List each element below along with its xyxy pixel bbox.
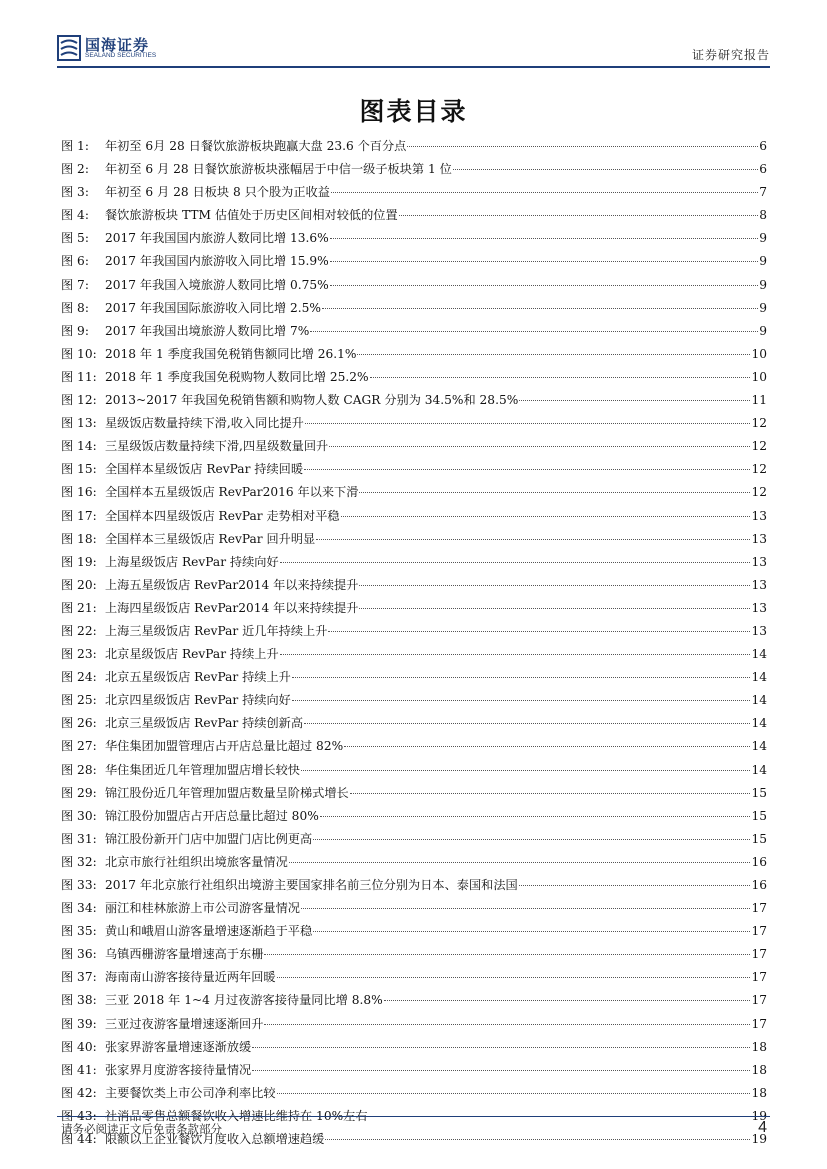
toc-entry-number: 图 27: [61, 739, 97, 754]
toc-leader-dots [292, 700, 751, 701]
toc-entry-title: 年初至 6 月 28 日餐饮旅游板块涨幅居于中信一级子板块第 1 位 [105, 162, 452, 177]
toc-leader-dots [252, 1047, 750, 1048]
toc-entry[interactable] [61, 782, 767, 805]
toc-entry-page: 9 [759, 231, 767, 246]
toc-entry-number: 图 33: [61, 878, 97, 892]
sealand-logo-icon [57, 34, 81, 62]
toc-entry[interactable] [61, 805, 767, 828]
toc-leader-dots [280, 562, 751, 563]
toc-entry-page: 13 [751, 531, 767, 546]
toc-leader-dots [289, 862, 751, 863]
toc-entry-number: 图 15: [61, 462, 97, 477]
toc-leader-dots [304, 723, 750, 724]
toc-entry-number: 图 31: [61, 831, 97, 846]
toc-leader-dots [305, 423, 751, 424]
toc-entry-number: 图 19: [61, 554, 97, 569]
toc-entry-number: 图 36: [61, 947, 97, 962]
toc-entry-page: 13 [751, 623, 767, 638]
toc-leader-dots [370, 377, 751, 378]
toc-entry-page: 15 [751, 808, 767, 823]
toc-leader-dots [384, 1000, 751, 1001]
toc-entry-page: 9 [759, 277, 767, 292]
toc-entry-title: 2013~2017 年我国免税销售额和购物人数 CAGR 分别为 34.5%和 28.5% [105, 393, 519, 408]
toc-entry-title: 上海星级饭店 RevPar 持续向好 [105, 554, 279, 569]
toc-entry-page: 14 [751, 716, 767, 731]
toc-entry-number: 图 35: [61, 924, 97, 939]
toc-leader-dots [280, 654, 751, 655]
toc-entry[interactable] [61, 666, 767, 689]
toc-entry[interactable] [61, 250, 767, 273]
toc-entry-title: 2018 年 1 季度我国免税购物人数同比增 25.2% [105, 369, 369, 384]
toc-entry-title: 限额以上企业餐饮月度收入总额增速趋缓 [105, 1132, 325, 1147]
toc-entry[interactable] [61, 343, 767, 366]
toc-entry-page: 16 [751, 878, 767, 892]
toc-leader-dots [264, 1024, 750, 1025]
toc-leader-dots [313, 839, 750, 840]
toc-entry[interactable] [61, 505, 767, 528]
toc-entry[interactable] [61, 227, 767, 250]
toc-entry-title: 全国样本三星级饭店 RevPar 回升明显 [105, 531, 316, 546]
toc-entry-number: 图 1: [61, 139, 89, 153]
logo-chinese-name: 国海证券 [85, 36, 150, 54]
toc-entry-number: 图 2: [61, 162, 89, 177]
toc-entry-number: 图 8: [61, 300, 89, 315]
toc-entry-number: 图 38: [61, 993, 97, 1008]
toc-leader-dots [310, 331, 758, 332]
toc-entry-page: 13 [751, 508, 767, 523]
toc-leader-dots [277, 977, 751, 978]
toc-entry-page: 18 [751, 1085, 767, 1100]
toc-entry-page: 15 [751, 831, 767, 846]
toc-entry-page: 14 [751, 762, 767, 777]
toc-entry-page: 19 [751, 1108, 767, 1123]
toc-entry-page: 12 [751, 416, 767, 431]
toc-entry-page: 14 [751, 693, 767, 708]
page-title: 图表目录 [359, 97, 468, 126]
toc-entry-title: 全国样本五星级饭店 RevPar2016 年以来下滑 [105, 485, 359, 500]
toc-entry-page: 8 [759, 208, 767, 223]
toc-entry[interactable] [61, 874, 767, 897]
toc-entry-title: 2017 年我国入境旅游人数同比增 0.75% [105, 277, 329, 292]
toc-leader-dots [344, 746, 750, 747]
toc-entry-number: 图 37: [61, 970, 97, 985]
company-logo [57, 34, 197, 64]
toc-leader-dots [264, 954, 750, 955]
toc-entry-number: 图 21: [61, 600, 97, 615]
toc-leader-dots [325, 1139, 750, 1140]
toc-entry-number: 图 25: [61, 693, 97, 708]
toc-entry-number: 图 14: [61, 439, 97, 454]
toc-leader-dots [330, 285, 759, 286]
toc-entry-page: 19 [751, 1132, 767, 1147]
toc-entry-number: 图 11: [61, 369, 97, 384]
toc-entry[interactable] [61, 1082, 767, 1105]
toc-entry[interactable] [61, 135, 767, 158]
toc-entry-title: 锦江股份加盟店占开店总量比超过 80% [105, 808, 319, 823]
toc-entry[interactable] [61, 481, 767, 504]
toc-entry-title: 全国样本四星级饭店 RevPar 走势相对平稳 [105, 508, 340, 523]
toc-entry-title: 华住集团加盟管理店占开店总量比超过 82% [105, 739, 344, 754]
toc-entry-title: 2017 年北京旅行社组织出境游主要国家排名前三位分别为日本、泰国和法国 [105, 878, 518, 892]
toc-entry-title: 海南南山游客接待量近两年回暖 [105, 970, 276, 985]
toc-leader-dots [341, 516, 751, 517]
toc-leader-dots [320, 816, 751, 817]
toc-entry-page: 10 [751, 369, 767, 384]
report-type-label: 证券研究报告 [691, 48, 770, 62]
footer-disclaimer: 请务必阅读正文后免责条款部分 [61, 1122, 222, 1136]
toc-leader-dots [330, 238, 759, 239]
toc-entry-title: 年初至 6月 28 日餐饮旅游板块跑赢大盘 23.6 个百分点 [105, 139, 407, 153]
toc-entry-page: 13 [751, 577, 767, 592]
toc-entry-title: 锦江股份近几年管理加盟店数量呈阶梯式增长 [105, 785, 349, 800]
toc-entry-page: 17 [751, 901, 767, 916]
toc-entry[interactable] [61, 735, 767, 758]
toc-entry[interactable] [61, 551, 767, 574]
toc-entry-title: 黄山和峨眉山游客量增速逐渐趋于平稳 [105, 924, 313, 939]
toc-entry-title: 三星级饭店数量持续下滑,四星级数量回升 [105, 439, 329, 454]
toc-entry[interactable] [61, 920, 767, 943]
toc-entry[interactable] [61, 712, 767, 735]
toc-leader-dots [328, 631, 750, 632]
toc-leader-dots [331, 192, 758, 193]
toc-entry-title: 上海五星级饭店 RevPar2014 年以来持续提升 [105, 577, 359, 592]
toc-entry-page: 17 [751, 1016, 767, 1031]
page-number: 4 [758, 1119, 767, 1136]
toc-entry[interactable] [61, 897, 767, 920]
toc-leader-dots [519, 400, 750, 401]
toc-entry-title: 锦江股份新开门店中加盟门店比例更高 [105, 831, 313, 846]
toc-entry-number: 图 24: [61, 670, 97, 685]
toc-entry-title: 年初至 6 月 28 日板块 8 只个股为正收益 [105, 185, 330, 200]
toc-entry[interactable] [61, 828, 767, 851]
toc-entry[interactable] [61, 320, 767, 343]
toc-entry-number: 图 3: [61, 185, 89, 200]
toc-leader-dots [359, 585, 750, 586]
toc-entry-title: 上海三星级饭店 RevPar 近几年持续上升 [105, 623, 328, 638]
toc-leader-dots [357, 354, 750, 355]
toc-entry-title: 北京星级饭店 RevPar 持续上升 [105, 647, 279, 662]
toc-entry-page: 13 [751, 600, 767, 615]
toc-leader-dots [399, 215, 759, 216]
toc-entry-page: 14 [751, 739, 767, 754]
toc-leader-dots [407, 146, 758, 147]
toc-entry-title: 全国样本星级饭店 RevPar 持续回暖 [105, 462, 304, 477]
toc-entry-number: 图 13: [61, 416, 97, 431]
toc-entry-page: 9 [759, 254, 767, 269]
toc-entry-title: 2018 年 1 季度我国免税销售额同比增 26.1% [105, 346, 357, 361]
toc-entry-page: 15 [751, 785, 767, 800]
toc-leader-dots [329, 446, 750, 447]
toc-entry-page: 10 [751, 346, 767, 361]
toc-leader-dots [322, 308, 758, 309]
toc-entry[interactable] [61, 458, 767, 481]
toc-entry-title: 张家界月度游客接待量情况 [105, 1062, 252, 1077]
toc-entry-page: 18 [751, 1062, 767, 1077]
toc-entry-title: 北京五星级饭店 RevPar 持续上升 [105, 670, 291, 685]
toc-entry-page: 12 [751, 439, 767, 454]
toc-entry-number: 图 44: [61, 1132, 97, 1147]
toc-entry-title: 北京市旅行社组织出境旅客量情况 [105, 854, 288, 869]
toc-entry-page: 12 [751, 462, 767, 477]
toc-entry[interactable] [61, 597, 767, 620]
toc-entry[interactable] [61, 1036, 767, 1059]
toc-entry-number: 图 28: [61, 762, 97, 777]
toc-leader-dots [316, 539, 750, 540]
toc-entry-number: 图 5: [61, 231, 89, 246]
toc-entry-page: 14 [751, 647, 767, 662]
toc-leader-dots [301, 908, 750, 909]
toc-entry[interactable] [61, 966, 767, 989]
toc-leader-dots [330, 261, 759, 262]
toc-entry-page: 11 [751, 393, 767, 408]
toc-leader-dots [301, 770, 750, 771]
toc-entry[interactable] [61, 181, 767, 204]
toc-entry-title: 2017 年我国国内旅游人数同比增 13.6% [105, 231, 329, 246]
toc-entry-number: 图 6: [61, 254, 89, 269]
toc-entry-number: 图 39: [61, 1016, 97, 1031]
toc-entry-title: 华住集团近几年管理加盟店增长较快 [105, 762, 300, 777]
toc-entry-number: 图 29: [61, 785, 97, 800]
toc-entry-title: 2017 年我国国际旅游收入同比增 2.5% [105, 300, 321, 315]
toc-entry-number: 图 4: [61, 208, 89, 223]
toc-entry-title: 北京三星级饭店 RevPar 持续创新高 [105, 716, 304, 731]
toc-entry-page: 14 [751, 670, 767, 685]
toc-entry[interactable] [61, 435, 767, 458]
toc-entry-page: 17 [751, 970, 767, 985]
toc-entry[interactable] [61, 158, 767, 181]
toc-entry-number: 图 17: [61, 508, 97, 523]
toc-leader-dots [313, 931, 750, 932]
toc-entry-title: 北京四星级饭店 RevPar 持续向好 [105, 693, 291, 708]
toc-entry-page: 17 [751, 947, 767, 962]
toc-entry-page: 7 [759, 185, 767, 200]
toc-leader-dots [304, 469, 750, 470]
toc-entry[interactable] [61, 412, 767, 435]
toc-entry-page: 6 [759, 139, 767, 153]
toc-entry[interactable] [61, 759, 767, 782]
toc-entry-title: 主要餐饮类上市公司净利率比较 [105, 1085, 276, 1100]
page-header [0, 0, 827, 70]
toc-entry-title: 丽江和桂林旅游上市公司游客量情况 [105, 901, 300, 916]
toc-entry-title: 餐饮旅游板块 TTM 估值处于历史区间相对较低的位置 [105, 208, 398, 223]
toc-leader-dots [453, 169, 758, 170]
toc-entry[interactable] [61, 851, 767, 874]
toc-entry-title: 三亚 2018 年 1~4 月过夜游客接待量同比增 8.8% [105, 993, 383, 1008]
toc-entry-number: 图 20: [61, 577, 97, 592]
toc-entry-page: 17 [751, 924, 767, 939]
toc-entry[interactable] [61, 574, 767, 597]
footer-divider [57, 1116, 770, 1117]
toc-entry-number: 图 41: [61, 1062, 97, 1077]
toc-entry-page: 12 [751, 485, 767, 500]
toc-entry-page: 17 [751, 993, 767, 1008]
toc-entry-number: 图 43: [61, 1108, 97, 1123]
toc-entry-title: 2017 年我国出境旅游人数同比增 7% [105, 323, 310, 338]
toc-entry-number: 图 26: [61, 716, 97, 731]
toc-entry-number: 图 9: [61, 323, 89, 338]
toc-entry[interactable] [61, 643, 767, 666]
toc-entry[interactable] [61, 989, 767, 1012]
toc-entry[interactable] [61, 620, 767, 643]
toc-entry[interactable] [61, 297, 767, 320]
toc-entry-number: 图 22: [61, 623, 97, 638]
toc-entry-title: 三亚过夜游客量增速逐渐回升 [105, 1016, 264, 1031]
toc-entry-page: 9 [759, 300, 767, 315]
toc-entry-number: 图 12: [61, 393, 97, 408]
logo-english-name: SEALAND SECURITIES [85, 52, 157, 59]
toc-entry-page: 9 [759, 323, 767, 338]
toc-entry-title: 张家界游客量增速逐渐放缓 [105, 1039, 252, 1054]
toc-entry[interactable] [61, 389, 767, 412]
toc-leader-dots [277, 1093, 751, 1094]
toc-entry-page: 13 [751, 554, 767, 569]
toc-entry-number: 图 30: [61, 808, 97, 823]
toc-entry[interactable] [61, 274, 767, 297]
toc-entry-number: 图 18: [61, 531, 97, 546]
toc-entry-title: 上海四星级饭店 RevPar2014 年以来持续提升 [105, 600, 359, 615]
toc-entry[interactable] [61, 689, 767, 712]
toc-leader-dots [350, 793, 751, 794]
toc-entry[interactable] [61, 943, 767, 966]
toc-leader-dots [292, 677, 751, 678]
toc-entry-number: 图 23: [61, 647, 97, 662]
toc-entry-title: 乌镇西栅游客量增速高于东栅 [105, 947, 264, 962]
toc-entry[interactable] [61, 528, 767, 551]
toc-entry-number: 图 16: [61, 485, 97, 500]
toc-leader-dots [359, 492, 750, 493]
toc-entry-number: 图 34: [61, 901, 97, 916]
header-divider [57, 66, 770, 68]
toc-entry[interactable] [61, 1013, 767, 1036]
toc-entry-number: 图 7: [61, 277, 89, 292]
toc-entry-page: 16 [751, 854, 767, 869]
toc-entry-page: 18 [751, 1039, 767, 1054]
toc-entry-number: 图 32: [61, 854, 97, 869]
figure-table-of-contents [61, 135, 767, 1151]
toc-entry[interactable] [61, 1059, 767, 1082]
toc-leader-dots [359, 608, 750, 609]
toc-entry-title: 2017 年我国国内旅游收入同比增 15.9% [105, 254, 329, 269]
toc-entry[interactable] [61, 204, 767, 227]
toc-entry[interactable] [61, 366, 767, 389]
toc-entry-page: 6 [759, 162, 767, 177]
toc-entry-number: 图 40: [61, 1039, 97, 1054]
toc-entry-number: 图 42: [61, 1085, 97, 1100]
toc-leader-dots [252, 1070, 750, 1071]
toc-entry-title: 社消品零售总额餐饮收入增速比维持在 10%左右 [105, 1108, 368, 1123]
toc-entry-number: 图 10: [61, 346, 97, 361]
toc-entry-title: 星级饭店数量持续下滑,收入同比提升 [105, 416, 304, 431]
toc-leader-dots [519, 885, 751, 886]
